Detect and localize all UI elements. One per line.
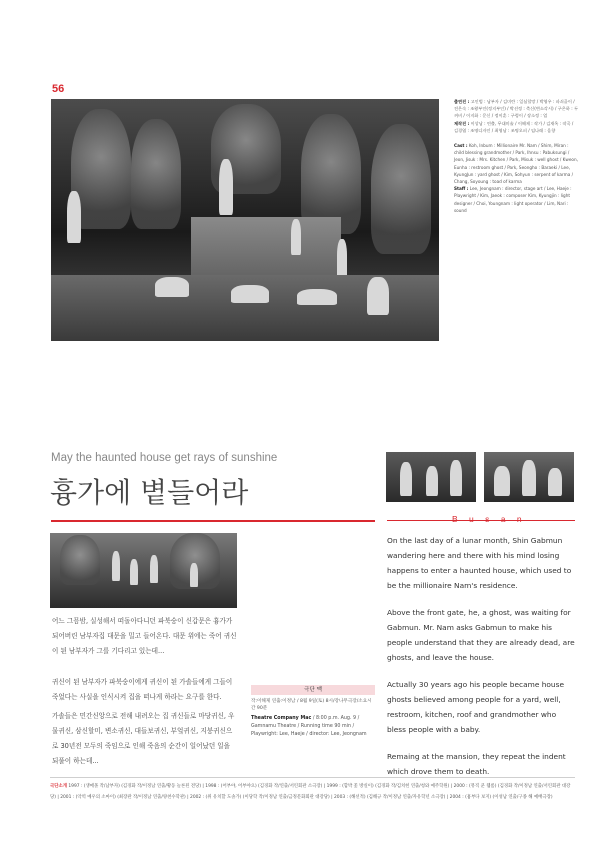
- synopsis-ko-3: 가솔들은 민간신앙으로 전해 내려오는 집 귀신들로 마당귀신, 우물귀신, 삼신할미, 변소귀신, 대들보귀신, 부엌귀신, 지붕귀신으로 30년전 모두의 죽임으로 인해 죽음의 순간이 일어났던 일을 되풀이 하는데...: [52, 712, 235, 765]
- info-company: Theatre Company Mac: [251, 716, 312, 722]
- synopsis-en-2: Above the front gate, he, a ghost, was waiting for Gabmun. Mr. Nam asks Gabmun to make his people understand that they are already dead, are ghosts, and leave the house.: [387, 608, 575, 662]
- synopsis-ko-1: 어느 그믐밤, 실성해서 떠돌아다니던 파북숭이 신갑문은 흉가가 되어버린 남부자집 대문을 밀고 들어온다. 대문 위에는 죽어 귀신이 된 남부자가 그를 기다리고 있는데...: [52, 617, 237, 655]
- stage-photo-main: [51, 99, 439, 341]
- synopsis-korean: [52, 614, 238, 769]
- divider-left: [51, 520, 375, 522]
- cast-en-text: Koh, Inbum : Millionaire Mr. Nam / Shim, Miran : child blessing grandmother / Park, Ihnsu : Pabuksungi / Jeon, Jisuk : Mrs. Kitchen / Park, Misuk : well ghost / Kweon, Eunha : restroom ghost / Park, Seongho : Baraeki / Lee, KyungJun : yard ghost / Kim, Sohyun : serpent of karma / Chang, Soyoung : toad of karma: [454, 143, 578, 185]
- page-number: 56: [52, 83, 65, 95]
- staff-en: [454, 185, 578, 214]
- staff-en-text: Lee, Jeongnam : director, stage art / Lee, Haeje : Playwright / Kim, Jaeok : composer Kim, Kyungjin : light designer / Choi, Youngnam : light operator / Lim, Nari : sound: [454, 186, 572, 213]
- region-label: B u s a n: [452, 514, 524, 524]
- synopsis-ko-2: 귀신이 된 남부자가 파북숭이에게 귀신이 된 가솔들에게 그들이 죽었다는 사실을 인식시켜 집을 떠나게 하라는 요구를 한다.: [52, 678, 233, 701]
- stage-photo-scene: [50, 533, 237, 608]
- stage-photo-small-1: [386, 452, 476, 502]
- staff-ko: [454, 120, 578, 134]
- cast-ko-heading: 출연진 :: [454, 99, 470, 104]
- title-english: May the haunted house get rays of sunshine: [51, 452, 278, 464]
- synopsis-english: [387, 533, 575, 779]
- synopsis-en-1: On the last day of a lunar month, Shin Gabmun wandering here and there with his mind losing happens to enter a haunted house, which used to be the millionaire Nam's residence.: [387, 536, 572, 590]
- cast-ko: [454, 98, 578, 120]
- divider-bottom: [50, 777, 575, 778]
- synopsis-en-3: Actually 30 years ago his people became house ghosts believed among people for a yard, well, restroom, kitchen, roof and grandmother who bless people with a baby.: [387, 680, 565, 734]
- synopsis-en-4: Remaing at the mansion, they repeat the indent which drove them to death.: [387, 752, 566, 776]
- info-box: [251, 685, 375, 738]
- history-label: 극단소개: [50, 784, 67, 789]
- cast-ko-text: 고인범 : 남부자 / 김미란 : 일심할망 / 박영우 : 파쇠골이 / 전은숙 : 조왕부인(정지부인) / 박선정 : 측신(변소각시) / 구은하 : 두꺼비 / 이지화 : 문신 / 정이훈 : 구렁이 / 장소정 : 업: [454, 99, 578, 119]
- info-box-title: 극단 맥: [251, 685, 375, 695]
- info-details: / 8:00 p.m. Aug. 9 / Gamnamu Theatre / Running time 90 min / Playwright: Lee, Haeje / director: Lee, Jeongnam: [251, 716, 367, 737]
- staff-ko-heading: 제작진 :: [454, 120, 470, 126]
- history-text: 1997 : (생매몰 작/남부자) (김경화 작/이정남 연출/황동 놀론된 전당) | 1998 : (어부야, 어부야요) (김경화 작/연출/서린회관 소극장) | 1999 : (함박 꽃 방실이) (김경화 작/김치헌 연출/청와 예주학원) | 2000 : (뮤직 쿤 웹룸) (김경화 작/이정남 연출/서린회관 대강당) | 2001 : (악역 예우의 소마이) (최장관 작/이정남 연출/양천수학관) | 2002 : (위 유치할 도솔가) (이당학 작/이정남 연출/금정문화회관 대강당) | 2003 : (해선적) (김해규 작/이정남 연출/자유학년 소극장) | 2004 : (흉부다 보지) (이성남 연출/구종 해 예배극장): [50, 784, 571, 800]
- info-english: [251, 715, 375, 738]
- info-korean: 작:이해제 연출:이정남 / 8월 9일(토) 8시/강나무극장/소요시간 90분: [251, 699, 372, 712]
- cast-en: [454, 142, 578, 185]
- title-korean: 흉가에 볕들어라: [50, 476, 249, 509]
- stage-photo-small-2: [484, 452, 574, 502]
- staff-ko-text: 이상남 : 연출, 무대미술 / 이해제 : 작가 / 김재옥 : 작곡 / 김경엽 : 조명디자인 / 최영남 : 조명오퍼 / 임나래 : 음향: [454, 120, 574, 133]
- staff-en-heading: Staff :: [454, 186, 469, 192]
- company-history: [50, 781, 576, 803]
- cast-en-heading: Cast :: [454, 143, 468, 149]
- credits-column: [454, 98, 578, 214]
